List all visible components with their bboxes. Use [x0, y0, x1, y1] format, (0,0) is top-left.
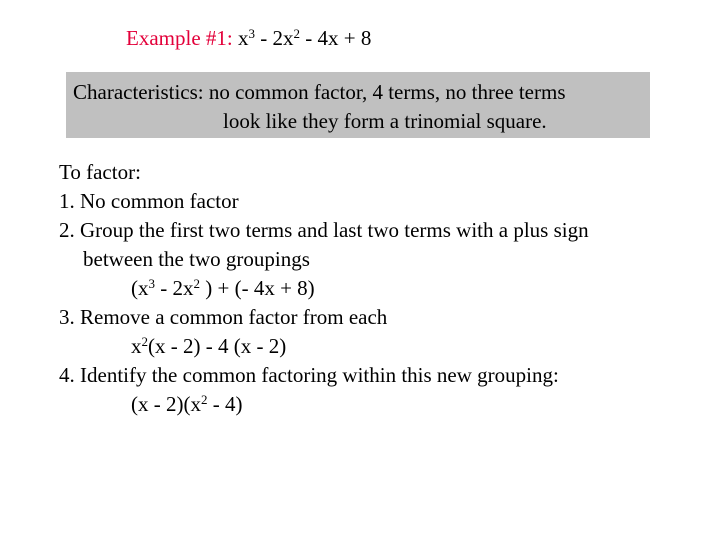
expr-part: - 2x	[254, 26, 294, 50]
exponent: 2	[293, 26, 300, 41]
step-2-line-2: between the two groupings	[83, 247, 310, 271]
expr-part: (x - 2)(x	[131, 392, 201, 416]
exponent: 3	[148, 276, 155, 291]
step-3-expression	[59, 332, 589, 361]
steps-heading: To factor:	[59, 160, 141, 184]
characteristics-line-1: Characteristics: no common factor, 4 terms, no three terms	[73, 80, 566, 104]
expr-part: - 4)	[207, 392, 243, 416]
characteristics-box	[66, 72, 650, 138]
step-3: 3. Remove a common factor from each	[59, 305, 388, 329]
expr-part: - 2x	[155, 276, 194, 300]
expr-part: (x - 2) - 4 (x - 2)	[148, 334, 287, 358]
step-2-line-1: 2. Group the first two terms and last two terms with a plus sign	[59, 218, 589, 242]
expr-part: - 4x + 8	[299, 26, 372, 50]
example-title	[126, 24, 371, 52]
exponent: 3	[248, 26, 255, 41]
step-2-expression	[59, 274, 589, 303]
example-expr	[233, 26, 372, 50]
step-4: 4. Identify the common factoring within this new grouping:	[59, 363, 559, 387]
exponent: 2	[200, 392, 208, 407]
characteristics-line-2: look like they form a trinomial square.	[223, 109, 547, 133]
expr-part: x	[232, 26, 249, 50]
exponent: 2	[141, 334, 148, 349]
step-4-expression	[59, 390, 589, 419]
exponent: 2	[193, 276, 200, 291]
factoring-steps	[59, 158, 589, 419]
expr-part: (x	[131, 276, 149, 300]
expr-part: x	[131, 334, 142, 358]
example-label: Example #1:	[126, 26, 233, 50]
expr-part: ) + (- 4x + 8)	[200, 276, 315, 300]
step-1: 1. No common factor	[59, 189, 239, 213]
